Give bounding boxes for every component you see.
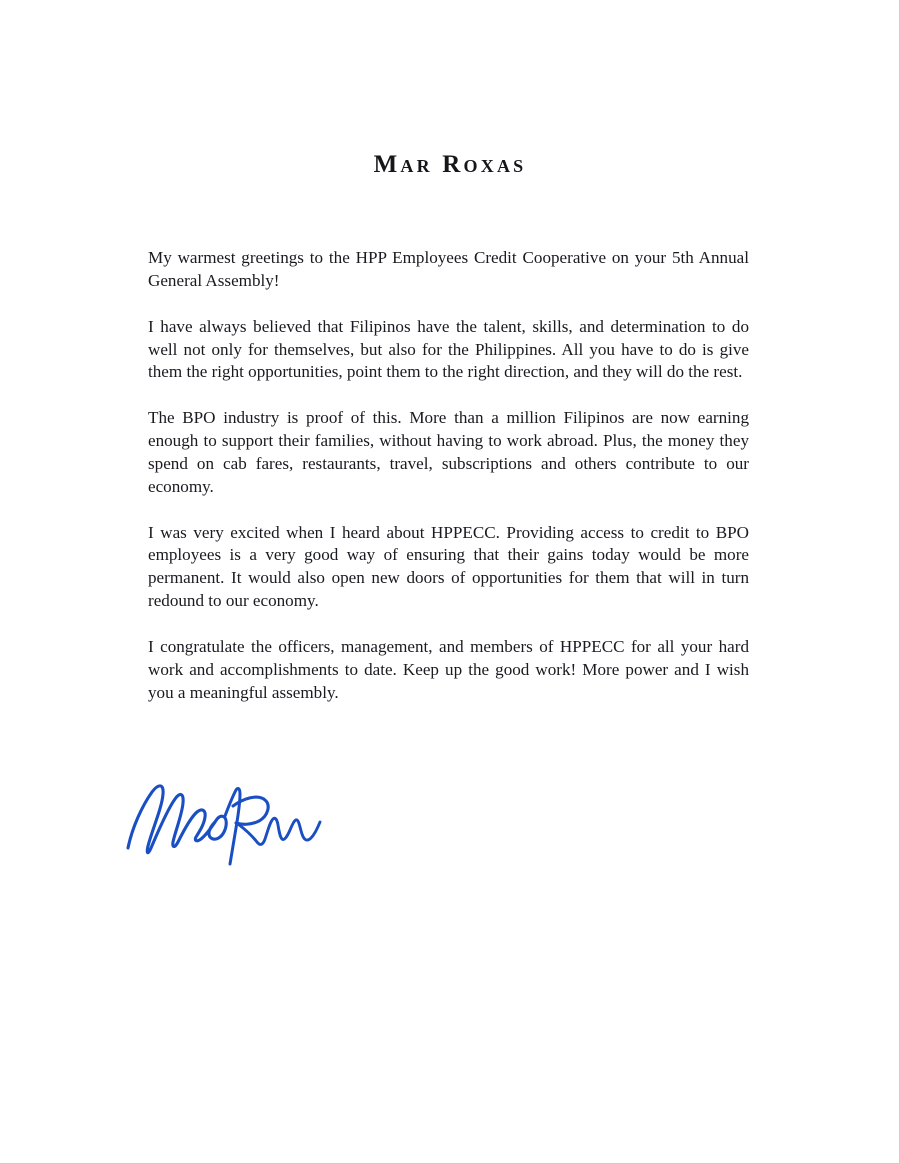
letterhead [0,152,900,177]
letter-paragraph: I congratulate the officers, management, and members of HPPECC for all your hard work and accomplishments to date. Keep up the good work! More power and I wish you a meaningful assembly. [148,636,749,702]
handwritten-signature-icon [118,772,328,868]
letter-paragraph: My warmest greetings to the HPP Employees Credit Cooperative on your 5th Annual General Assembly! [148,248,749,290]
letter-paragraph: I have always believed that Filipinos have the talent, skills, and determination to do well not only for themselves, but also for the Philippines. All you have to do is give them the right opportunities, point them to the right direction, and they will do the rest. [148,316,749,382]
letter-paragraph: The BPO industry is proof of this. More than a million Filipinos are now earning enough to support their families, without having to work abroad. Plus, the money they spend on cab fares, restaurants, travel, subscriptions and others contribute to our economy. [148,408,749,496]
letter-body [148,247,749,705]
signature-block [118,772,328,868]
letterhead-name: Mar Roxas [373,151,527,178]
letter-paragraph: I was very excited when I heard about HPPECC. Providing access to credit to BPO employees is a very good way of ensuring that their gains today would be more permanent. It would also open new doors of opportunities for them that will in turn redound to our economy. [148,522,749,611]
